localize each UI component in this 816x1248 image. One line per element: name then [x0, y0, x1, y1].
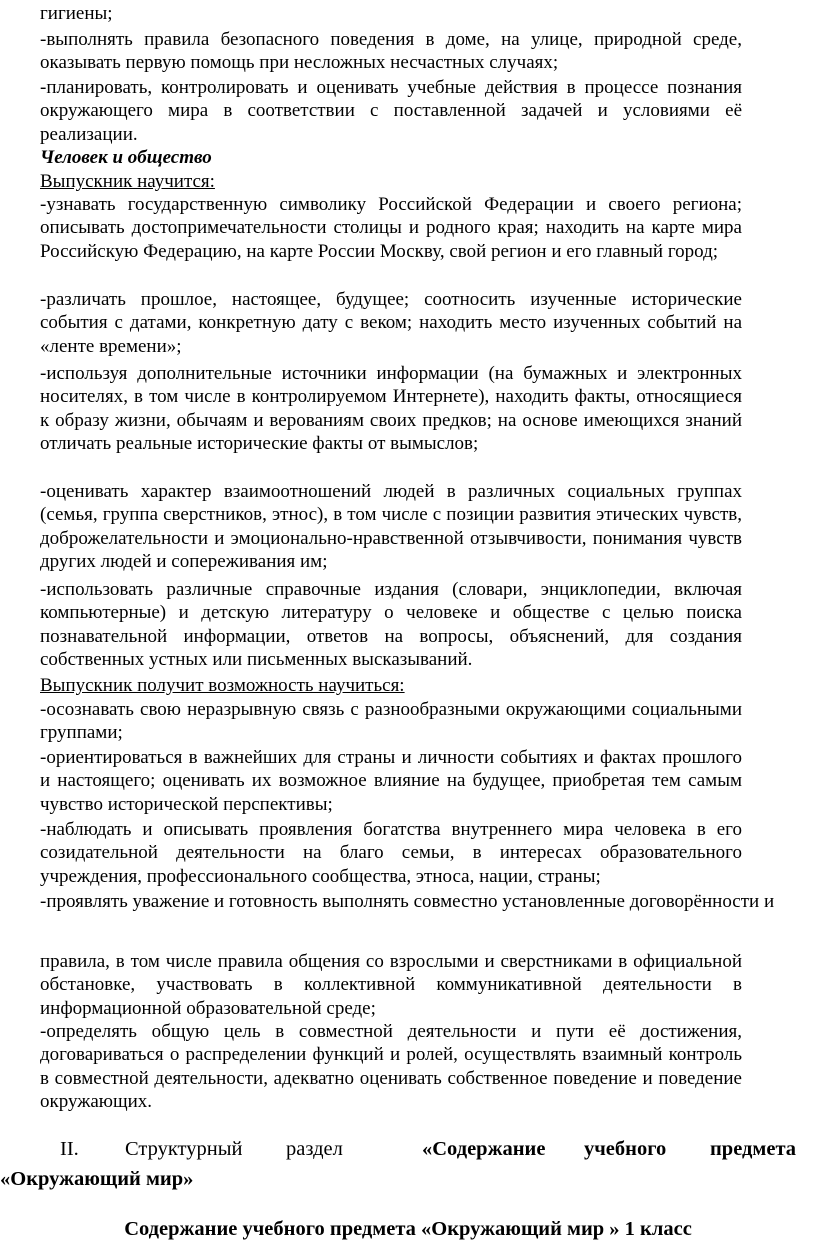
paragraph-respect-agreements: -проявлять уважение и готовность выполнять совместно установленные договорённости и	[40, 891, 775, 912]
label-graduate-learns: Выпускник научится:	[40, 171, 215, 192]
section-word-section: раздел	[286, 1138, 343, 1160]
paragraph-relationships: -оценивать характер взаимоотношений людей в различных социальных группах (семья, группа сверстников, этнос), в том числе с позиции развития этических чувств, доброжелательности и эмоционально-нравственной отзывчивости, понимания чувств других людей и сопереживания им;	[40, 481, 742, 573]
paragraph-communication-rules: правила, в том числе правила общения со взрослыми и сверстниками в официальной обстановке, участвовать в коллективной коммуникативной деятельности в информационной образовательной среде;	[40, 951, 742, 1019]
paragraph-reference-publications: -использовать различные справочные издания (словари, энциклопедии, включая компьютерные) и детскую литературу о человеке и обществе с целью поиска познавательной информации, ответов на вопросы, объяснений, для создания собственных устных или письменных высказываний.	[40, 579, 742, 671]
section-heading	[0, 1138, 816, 1164]
paragraph-additional-sources: -используя дополнительные источники информации (на бумажных и электронных носителях, в том числе в контролируемом Интернете), находить факты, относящиеся к образу жизни, обычаям и верованиям своих предков; на основе имеющихся знаний отличать реальные исторические факты от вымыслов;	[40, 363, 742, 455]
section-title-part3: предмета	[710, 1138, 797, 1160]
paragraph-state-symbols: -узнавать государственную символику Российской Федерации и своего региона; описывать достопримечательности столицы и родного края; находить на карте мира Российскую Федерацию, на карте России Москву, свой регион и его главный город;	[40, 194, 742, 262]
paragraph-hygiene-end: гигиены;	[40, 3, 113, 24]
paragraph-important-events: -ориентироваться в важнейших для страны и личности событиях и фактах прошлого и настоящего; оценивать их возможное влияние на будущее, приобретая тем самым чувство исторической перспективы;	[40, 747, 742, 815]
paragraph-safety-rules: -выполнять правила безопасного поведения в доме, на улице, природной среде, оказывать первую помощь при несложных несчастных случаях;	[40, 29, 742, 74]
heading-human-and-society: Человек и общество	[40, 147, 212, 168]
paragraph-inner-world: -наблюдать и описывать проявления богатства внутреннего мира человека в его созидательной деятельности на благо семьи, в интересах образовательного учреждения, профессионального сообщества, этноса, нации, страны;	[40, 819, 742, 887]
section-numeral: II.	[60, 1138, 79, 1160]
paragraph-common-goal: -определять общую цель в совместной деятельности и пути её достижения, договариваться о распределении функций и ролей, осуществлять взаимный контроль в совместной деятельности, адекватно оценивать собственное поведение и поведение окружающих.	[40, 1021, 742, 1113]
paragraph-social-groups: -осознавать свою неразрывную связь с разнообразными окружающими социальными группами;	[40, 699, 742, 744]
section-word-structural: Структурный	[125, 1138, 243, 1160]
paragraph-past-present-future: -различать прошлое, настоящее, будущее; соотносить изученные исторические события с датами, конкретную дату с веком; находить место изученных событий на «ленте времени»;	[40, 289, 742, 357]
section-title-part1: «Содержание	[422, 1138, 546, 1160]
section-title-line2: «Окружающий мир»	[0, 1168, 194, 1190]
label-graduate-may-learn: Выпускник получит возможность научиться:	[40, 675, 405, 696]
paragraph-plan-control: -планировать, контролировать и оценивать учебные действия в процессе познания окружающего мира в соответствии с поставленной задачей и условиями её реализации.	[40, 77, 742, 145]
subject-content-title: Содержание учебного предмета «Окружающий мир » 1 класс	[124, 1218, 692, 1240]
section-title-part2: учебного	[584, 1138, 667, 1160]
